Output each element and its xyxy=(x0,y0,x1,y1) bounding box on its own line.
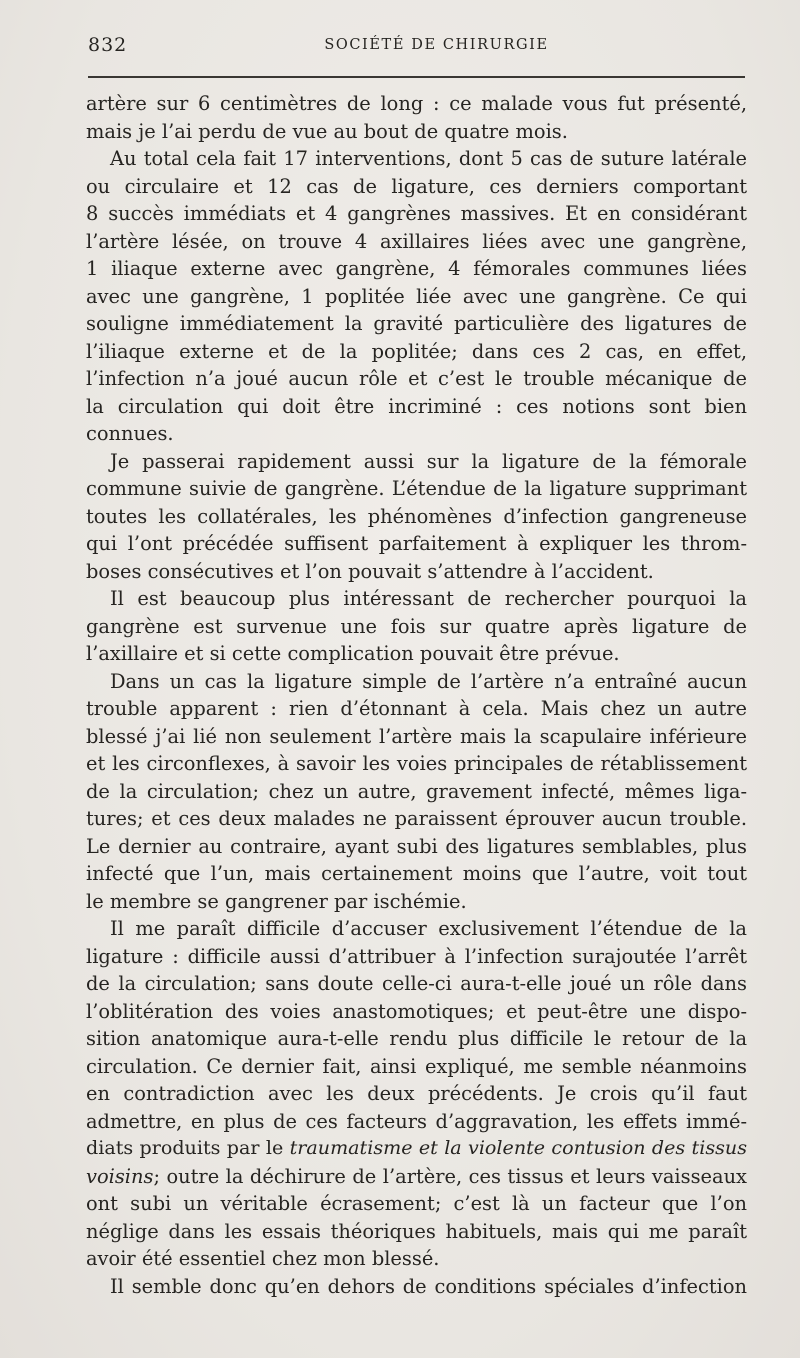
text-run: Le dernier au contraire, ayant subi des ligatures semblables, plus xyxy=(86,834,747,858)
text-line xyxy=(86,118,747,146)
text-run: la circulation qui doit être incriminé : ces notions sont bien xyxy=(86,394,747,418)
text-run: Il semble donc qu’en dehors de conditions spéciales d’infection xyxy=(110,1274,747,1298)
text-run: de la circulation; chez un autre, gravement infecté, mêmes liga- xyxy=(86,779,747,803)
text-line xyxy=(86,475,747,503)
text-run: l’oblitération des voies anastomotiques; et peut-être une dispo- xyxy=(86,999,747,1023)
text-line xyxy=(86,558,747,586)
text-run: Il est beaucoup plus intéressant de rechercher pourquoi la xyxy=(110,587,747,610)
text-line xyxy=(86,200,747,228)
italic-run: voisins xyxy=(86,1164,154,1188)
italic-run: traumatisme et la violente contusion des tissus xyxy=(289,1137,747,1159)
text-run: toutes les collatérales, les phénomènes d’infection gangreneuse xyxy=(86,504,747,528)
text-run: admettre, en plus de ces facteurs d’aggravation, les effets immé- xyxy=(86,1109,747,1133)
text-line xyxy=(86,228,747,256)
text-run: qui l’ont précédée suffisent parfaitement à expliquer les throm- xyxy=(86,532,747,555)
text-line xyxy=(86,1245,747,1273)
text-run: néglige dans les essais théoriques habituels, mais qui me paraît xyxy=(86,1219,747,1243)
text-run: blessé j’ai lié non seulement l’artère mais la scapulaire inférieure xyxy=(86,724,747,748)
text-run: diats produits par le xyxy=(86,1137,290,1159)
text-line xyxy=(86,530,747,558)
text-line xyxy=(86,283,747,311)
text-line xyxy=(86,448,747,476)
text-line xyxy=(86,1025,747,1053)
text-line xyxy=(86,173,747,201)
running-head: SOCIÉTÉ DE CHIRURGIE xyxy=(324,37,549,53)
text-line xyxy=(86,668,747,696)
text-line xyxy=(86,640,747,668)
text-line xyxy=(86,970,747,998)
text-run: le membre se gangrener par ischémie. xyxy=(86,889,467,913)
text-run: gangrène est survenue une fois sur quatre après ligature de xyxy=(86,614,747,638)
page-number: 832 xyxy=(88,34,128,56)
text-run: tures; et ces deux malades ne paraissent éprouver aucun trouble. xyxy=(86,807,747,830)
text-run: l’iliaque externe et de la poplitée; dans ces 2 cas, en effet, xyxy=(86,339,747,363)
text-line xyxy=(86,888,747,916)
text-line xyxy=(86,338,747,366)
text-line xyxy=(86,420,747,448)
text-run: l’artère lésée, on trouve 4 axillaires liées avec une gangrène, xyxy=(86,229,747,253)
text-run: de la circulation; sans doute celle-ci aura-t-elle joué un rôle dans xyxy=(86,972,747,995)
text-line xyxy=(86,778,747,806)
text-line xyxy=(86,750,747,778)
text-run: boses consécutives et l’on pouvait s’attendre à l’accident. xyxy=(86,559,654,583)
text-line xyxy=(86,860,747,888)
text-run: mais je l’ai perdu de vue au bout de quatre mois. xyxy=(86,119,568,143)
text-run: avec une gangrène, 1 poplitée liée avec une gangrène. Ce qui xyxy=(86,284,747,308)
text-run: en contradiction avec les deux précédents. Je crois qu’il faut xyxy=(86,1082,747,1105)
text-run: Je passerai rapidement aussi sur la ligature de la fémorale xyxy=(110,449,747,473)
text-run: trouble apparent : rien d’étonnant à cela. Mais chez un autre xyxy=(86,697,747,720)
text-line xyxy=(86,90,747,118)
text-line xyxy=(86,1080,747,1108)
text-line xyxy=(86,503,747,531)
text-line xyxy=(86,1163,747,1191)
text-line xyxy=(86,1053,747,1081)
text-run: ligature : difficile aussi d’attribuer à l’infection surajoutée l’arrêt xyxy=(86,944,747,968)
text-run: connues. xyxy=(86,422,174,445)
text-line xyxy=(86,310,747,338)
text-line xyxy=(86,145,747,173)
text-run: avoir été essentiel chez mon blessé. xyxy=(86,1247,440,1270)
body-text xyxy=(86,90,747,1300)
text-run: l’infection n’a joué aucun rôle et c’est le trouble mécanique de xyxy=(86,367,747,390)
text-line xyxy=(86,1190,747,1218)
text-line xyxy=(86,915,747,943)
text-run: Dans un cas la ligature simple de l’artère n’a entraîné aucun xyxy=(110,669,747,693)
header-rule xyxy=(88,76,745,78)
text-line xyxy=(86,723,747,751)
text-line xyxy=(86,943,747,971)
text-line xyxy=(86,1218,747,1246)
text-run: Au total cela fait 17 interventions, dont 5 cas de suture latérale xyxy=(110,147,747,170)
text-run: l’axillaire et si cette complication pouvait être prévue. xyxy=(86,642,620,665)
text-run: ont subi un véritable écrasement; c’est là un facteur que l’on xyxy=(86,1192,747,1215)
text-run: et les circonflexes, à savoir les voies principales de rétablissement xyxy=(86,752,747,775)
text-line xyxy=(86,393,747,421)
text-line xyxy=(86,365,747,393)
text-run: commune suivie de gangrène. L’étendue de la ligature supprimant xyxy=(86,477,747,500)
page-header xyxy=(88,34,745,62)
text-run: 8 succès immédiats et 4 gangrènes massives. Et en considérant xyxy=(86,202,747,225)
text-run: ou circulaire et 12 cas de ligature, ces derniers comportant xyxy=(86,174,747,198)
text-run: infecté que l’un, mais certainement moins que l’autre, voit tout xyxy=(86,862,747,885)
text-line xyxy=(86,805,747,833)
text-run: ; outre la déchirure de l’artère, ces tissus et leurs vaisseaux xyxy=(153,1164,747,1188)
text-line xyxy=(86,613,747,641)
text-line xyxy=(86,1273,747,1301)
text-run: souligne immédiatement la gravité particulière des ligatures de xyxy=(86,312,747,335)
text-run: artère sur 6 centimètres de long : ce malade vous fut présenté, xyxy=(86,92,747,115)
text-line xyxy=(86,1108,747,1136)
text-run: 1 iliaque externe avec gangrène, 4 fémorales communes liées xyxy=(86,257,747,280)
text-line xyxy=(86,998,747,1026)
text-line xyxy=(86,1135,747,1163)
text-run: sition anatomique aura-t-elle rendu plus difficile le retour de la xyxy=(86,1027,747,1050)
text-line xyxy=(86,255,747,283)
text-line xyxy=(86,585,747,613)
text-run: circulation. Ce dernier fait, ainsi expliqué, me semble néanmoins xyxy=(86,1054,747,1078)
text-line xyxy=(86,695,747,723)
text-run: Il me paraît difficile d’accuser exclusivement l’étendue de la xyxy=(110,917,747,940)
text-line xyxy=(86,833,747,861)
